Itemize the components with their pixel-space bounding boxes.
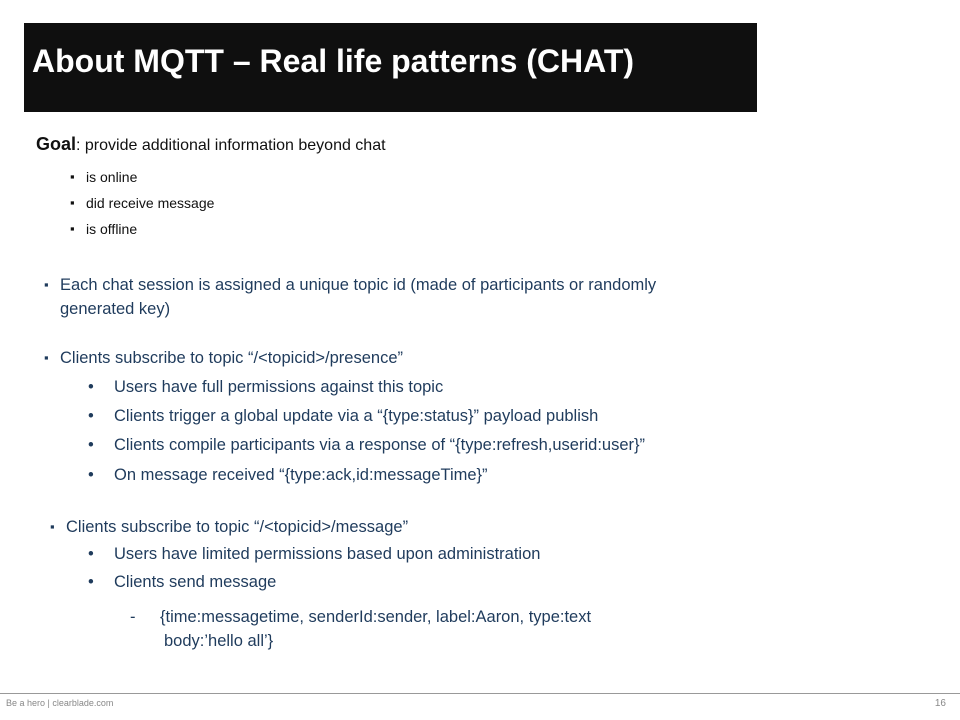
goal-label: Goal bbox=[36, 134, 77, 154]
footer-divider bbox=[0, 693, 960, 694]
message-payload bbox=[160, 605, 780, 653]
point-message: ▪ Clients subscribe to topic “/<topicid>/message” bbox=[66, 515, 866, 539]
point-topic-id bbox=[60, 273, 860, 321]
presence-bullet: • Users have full permissions against this topic bbox=[114, 378, 443, 397]
message-bullet: • Users have limited permissions based upon administration bbox=[114, 545, 540, 564]
goal-text: : provide additional information beyond chat bbox=[76, 137, 386, 154]
footer-site: Be a hero | clearblade.com bbox=[6, 698, 114, 708]
message-bullet: • Clients send message bbox=[114, 573, 276, 592]
slide-title: About MQTT – Real life patterns (CHAT) bbox=[32, 43, 635, 79]
point-topic-id-line1: Each chat session is assigned a unique topic id (made of participants or randomly bbox=[60, 276, 657, 294]
goal-line bbox=[36, 134, 386, 155]
point-presence: ▪ Clients subscribe to topic “/<topicid>/presence” bbox=[60, 346, 860, 370]
presence-bullet: • Clients compile participants via a response of “{type:refresh,userid:user}” bbox=[114, 436, 645, 455]
title-bar bbox=[24, 23, 757, 112]
goal-item: ▪ is offline bbox=[86, 221, 137, 237]
message-payload-line1: {time:messagetime, senderId:sender, label:Aaron, type:text bbox=[160, 608, 592, 626]
page-number: 16 bbox=[934, 698, 946, 709]
point-topic-id-line2: generated key) bbox=[60, 300, 171, 318]
goal-item: ▪ is online bbox=[86, 169, 137, 185]
message-payload-line2: body:’hello all’} bbox=[164, 632, 274, 650]
presence-bullet: • On message received “{type:ack,id:messageTime}” bbox=[114, 466, 488, 485]
presence-bullet: • Clients trigger a global update via a “{type:status}” payload publish bbox=[114, 407, 598, 426]
goal-item: ▪ did receive message bbox=[86, 195, 214, 211]
